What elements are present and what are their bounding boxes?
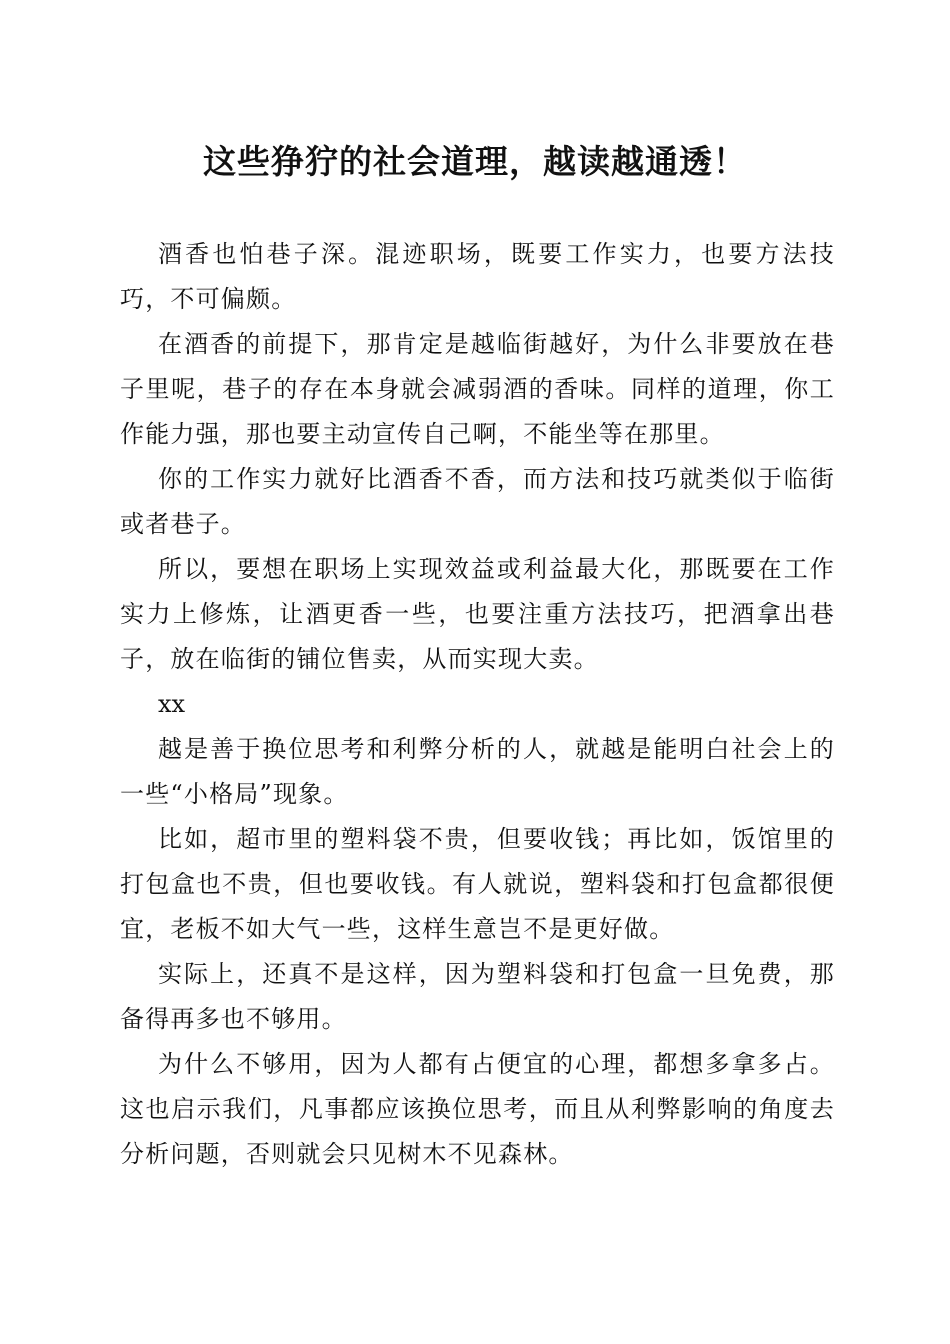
- paragraph-2: 在酒香的前提下，那肯定是越临街越好，为什么非要放在巷子里呢，巷子的存在本身就会减弱酒的香味。同样的道理，你工作能力强，那也要主动宣传自己啊，不能坐等在那里。: [120, 330, 835, 448]
- document-body: [120, 232, 835, 1177]
- paragraph-5: 越是善于换位思考和利弊分析的人，就越是能明白社会上的一些“小格局”现象。: [120, 735, 835, 808]
- paragraph-8: 为什么不够用，因为人都有占便宜的心理，都想多拿多占。这也启示我们，凡事都应该换位思考，而且从利弊影响的角度去分析问题，否则就会只见树木不见森林。: [120, 1050, 835, 1168]
- paragraph-6: 比如，超市里的塑料袋不贵，但要收钱；再比如，饭馆里的打包盒也不贵，但也要收钱。有人就说，塑料袋和打包盒都很便宜，老板不如大气一些，这样生意岂不是更好做。: [120, 825, 835, 943]
- paragraph-7: 实际上，还真不是这样，因为塑料袋和打包盒一旦免费，那备得再多也不够用。: [120, 960, 835, 1033]
- paragraph-3: 你的工作实力就好比酒香不香，而方法和技巧就类似于临街或者巷子。: [120, 465, 835, 538]
- document-title: 这些狰狞的社会道理，越读越通透！: [203, 142, 747, 181]
- paragraph-4: 所以，要想在职场上实现效益或利益最大化，那既要在工作实力上修炼，让酒更香一些，也要注重方法技巧，把酒拿出巷子，放在临街的铺位售卖，从而实现大卖。: [120, 555, 835, 673]
- paragraph-1: 酒香也怕巷子深。混迹职场，既要工作实力，也要方法技巧，不可偏颇。: [120, 240, 835, 313]
- section-separator: xx: [158, 690, 186, 718]
